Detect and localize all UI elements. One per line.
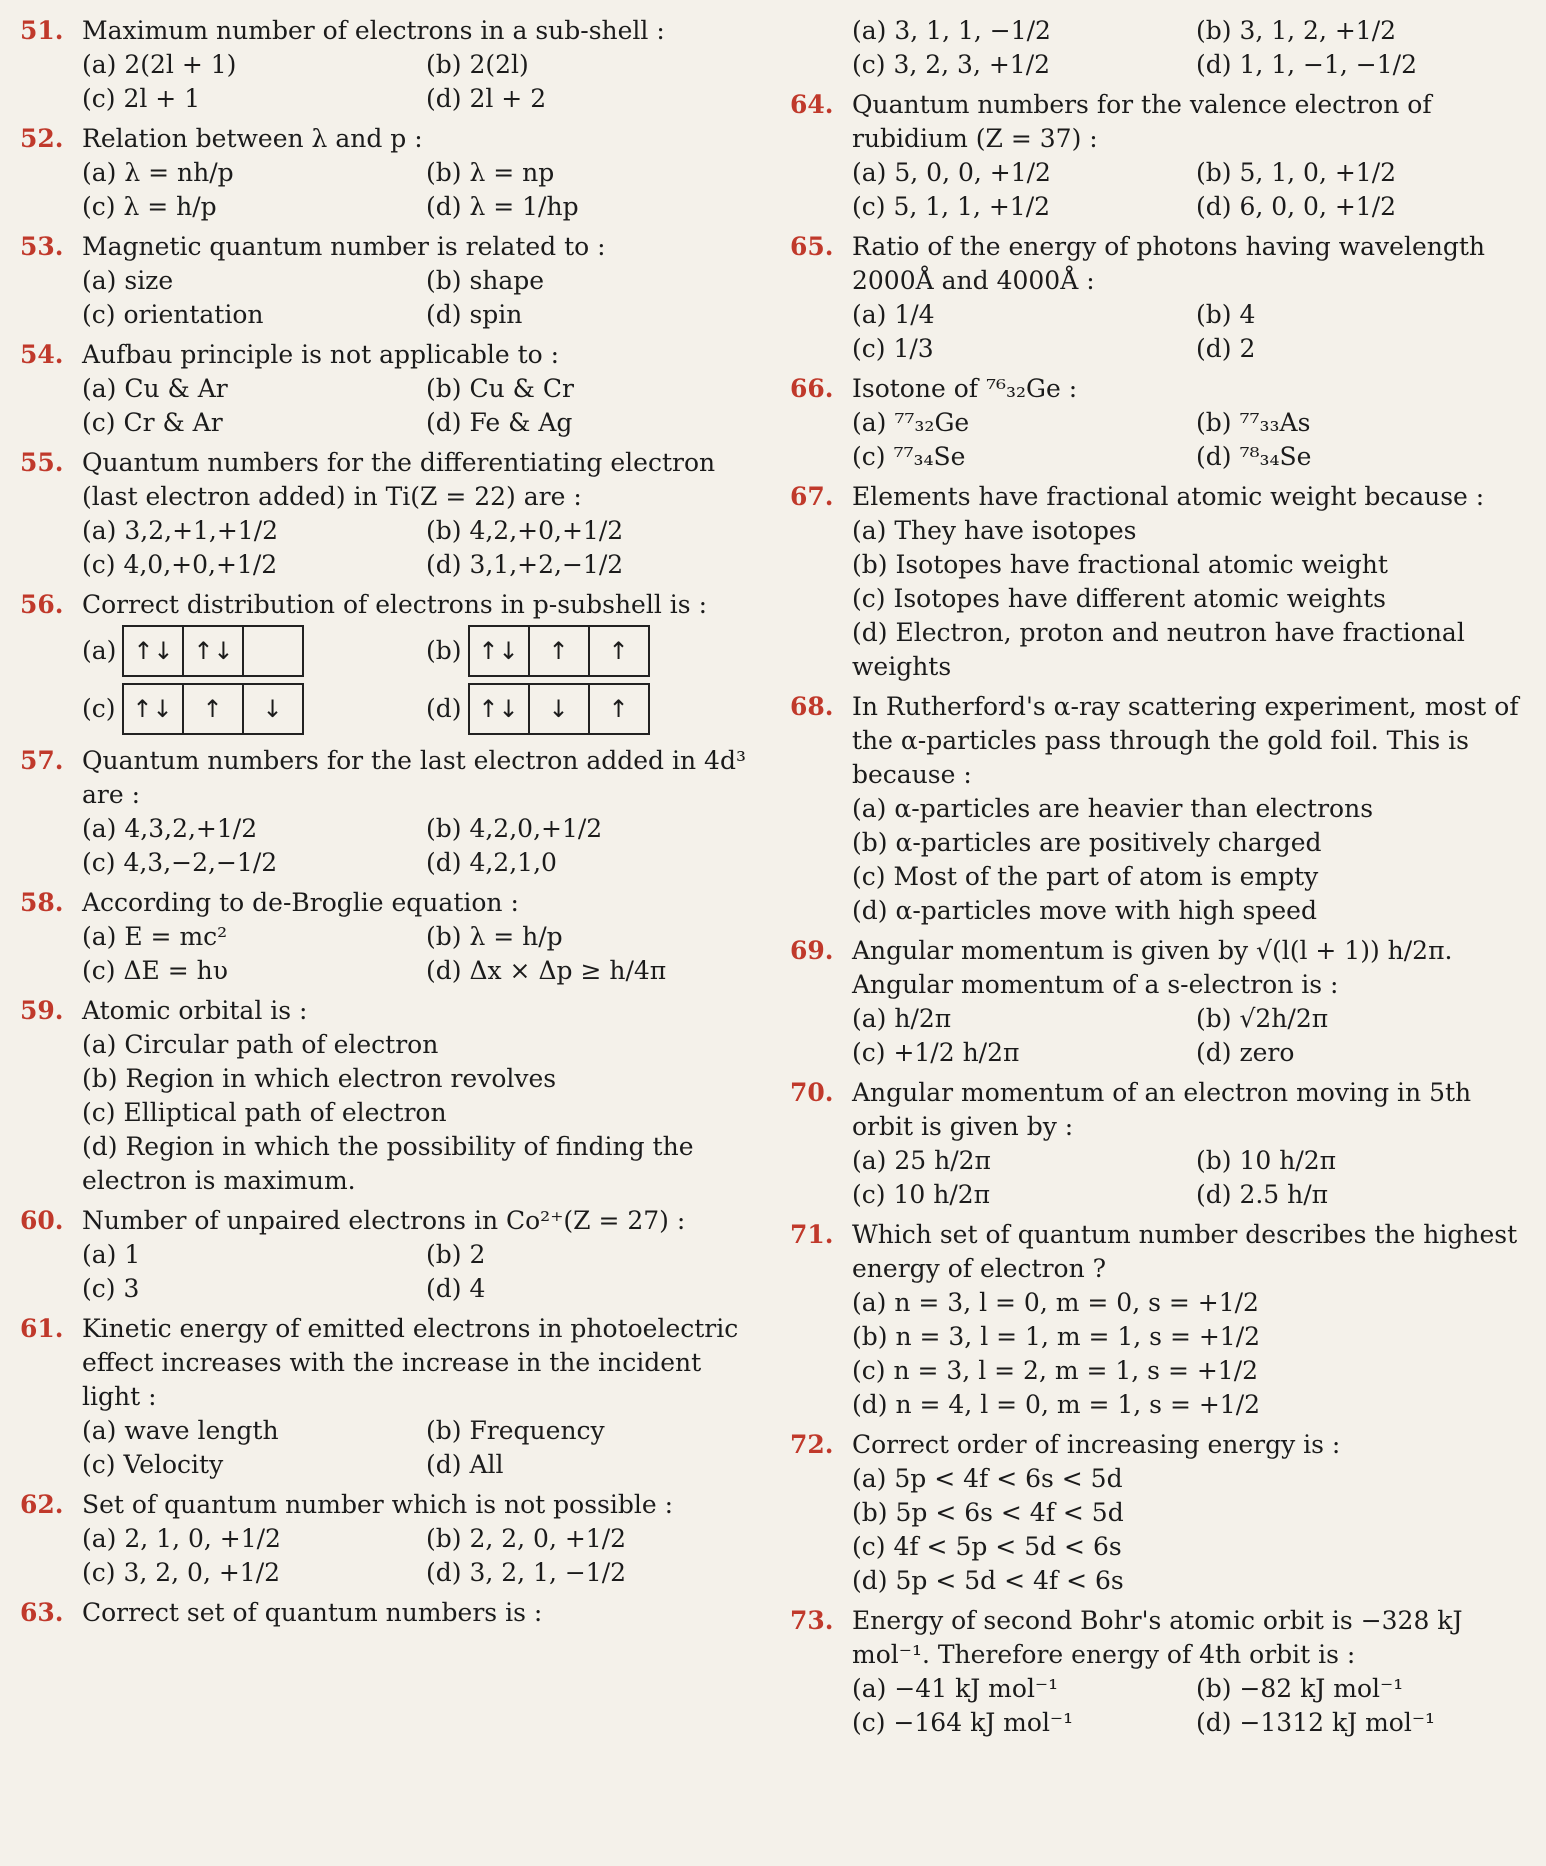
question-text: Ratio of the energy of photons having wavelength 2000Å and 4000Å : <box>852 232 1486 295</box>
orbital-box: ↑ <box>182 683 244 735</box>
options-list <box>82 514 760 582</box>
options-list <box>852 792 1530 928</box>
option[interactable]: (b) √2h/2π <box>1196 1004 1329 1033</box>
options-list <box>852 1144 1530 1212</box>
options-list <box>852 14 1530 82</box>
option[interactable]: (c) 3, 2, 0, +1/2 <box>82 1558 281 1587</box>
option[interactable]: (a) 25 h/2π <box>852 1146 991 1175</box>
question-number: 62. <box>20 1490 64 1519</box>
option[interactable]: (a) 5p < 4f < 6s < 5d <box>852 1464 1123 1493</box>
option[interactable]: (a) E = mc² <box>82 922 228 951</box>
question-number: 64. <box>790 90 834 119</box>
question-number: 56. <box>20 590 64 619</box>
question-item <box>20 338 760 440</box>
option[interactable]: (c) 2l + 1 <box>82 84 201 113</box>
question-text: Aufbau principle is not applicable to : <box>82 340 560 369</box>
options-list <box>82 264 760 332</box>
option[interactable]: (a) 2, 1, 0, +1/2 <box>82 1524 281 1553</box>
question-item <box>20 1488 760 1590</box>
option[interactable]: (d) ⁷⁸₃₄Se <box>1196 442 1312 471</box>
left-column <box>20 14 760 1636</box>
question-number: 65. <box>790 232 834 261</box>
option[interactable]: (b) Region in which electron revolves <box>82 1064 557 1093</box>
option[interactable]: (a) ⁷⁷₃₂Ge <box>852 408 970 437</box>
option[interactable]: (d) n = 4, l = 0, m = 1, s = +1/2 <box>852 1390 1261 1419</box>
option[interactable]: (b) 2 <box>426 1240 486 1269</box>
options-list <box>82 1028 760 1198</box>
option[interactable]: (a) 5, 0, 0, +1/2 <box>852 158 1051 187</box>
option[interactable]: (d) Electron, proton and neutron have fractional weights <box>852 618 1465 681</box>
question-number: 71. <box>790 1220 834 1249</box>
options-list <box>852 1672 1530 1740</box>
options-list <box>852 1002 1530 1070</box>
option[interactable]: (c) 3 <box>82 1274 140 1303</box>
option[interactable]: (a) 4,3,2,+1/2 <box>82 814 258 843</box>
question-text: Isotone of ⁷⁶₃₂Ge : <box>852 374 1078 403</box>
question-item <box>790 934 1530 1070</box>
option[interactable]: (b) 2(2l) <box>426 50 529 79</box>
option[interactable]: (d) Region in which the possibility of finding the electron is maximum. <box>82 1132 694 1195</box>
question-item <box>20 230 760 332</box>
options-list <box>82 920 760 988</box>
question-text: Quantum numbers for the last electron added in 4d³ are : <box>82 746 746 809</box>
option[interactable]: (a) Cu & Ar <box>82 374 228 403</box>
option[interactable]: (b) α-particles are positively charged <box>852 828 1322 857</box>
question-item <box>790 14 1530 82</box>
question-item <box>790 230 1530 366</box>
option[interactable] <box>82 622 416 680</box>
question-text: Atomic orbital is : <box>82 996 308 1025</box>
option[interactable]: (c) Isotopes have different atomic weights <box>852 584 1386 613</box>
option[interactable] <box>426 622 760 680</box>
option[interactable]: (d) 5p < 5d < 4f < 6s <box>852 1566 1124 1595</box>
option[interactable]: (c) −164 kJ mol⁻¹ <box>852 1708 1074 1737</box>
question-item <box>790 1428 1530 1598</box>
option[interactable]: (a) They have isotopes <box>852 516 1137 545</box>
question-text: Set of quantum number which is not possible : <box>82 1490 674 1519</box>
option-label: (c) <box>82 694 116 723</box>
orbital-box: ↑ <box>528 625 590 677</box>
option[interactable]: (c) 4,0,+0,+1/2 <box>82 550 278 579</box>
question-number: 51. <box>20 16 64 45</box>
question-text: Correct order of increasing energy is : <box>852 1430 1341 1459</box>
option[interactable]: (b) 4 <box>1196 300 1256 329</box>
orbital-boxes <box>470 683 650 735</box>
question-number: 63. <box>20 1598 64 1627</box>
option[interactable]: (b) λ = np <box>426 158 555 187</box>
option[interactable]: (c) ⁷⁷₃₄Se <box>852 442 966 471</box>
option[interactable]: (b) 10 h/2π <box>1196 1146 1337 1175</box>
option[interactable]: (b) Isotopes have fractional atomic weight <box>852 550 1388 579</box>
question-number: 55. <box>20 448 64 477</box>
option[interactable]: (b) 2, 2, 0, +1/2 <box>426 1524 627 1553</box>
option[interactable]: (a) size <box>82 266 174 295</box>
option[interactable]: (d) 1, 1, −1, −1/2 <box>1196 50 1417 79</box>
options-list <box>852 1462 1530 1598</box>
orbital-boxes <box>470 625 650 677</box>
option[interactable]: (a) λ = nh/p <box>82 158 234 187</box>
question-item <box>20 1204 760 1306</box>
question-text: Magnetic quantum number is related to : <box>82 232 606 261</box>
question-number: 52. <box>20 124 64 153</box>
orbital-box: ↑ <box>588 625 650 677</box>
options-list <box>82 622 760 738</box>
option[interactable]: (a) 3,2,+1,+1/2 <box>82 516 279 545</box>
question-text: Correct distribution of electrons in p-subshell is : <box>82 590 707 619</box>
option[interactable]: (a) h/2π <box>852 1004 952 1033</box>
option[interactable]: (d) Δx × Δp ≥ h/4π <box>426 956 667 985</box>
option[interactable]: (c) Elliptical path of electron <box>82 1098 447 1127</box>
question-text: Relation between λ and p : <box>82 124 423 153</box>
question-item <box>790 480 1530 684</box>
question-text: Number of unpaired electrons in Co²⁺(Z = 27) : <box>82 1206 686 1235</box>
options-list <box>82 1238 760 1306</box>
orbital-boxes <box>124 683 304 735</box>
option-label: (a) <box>82 636 117 665</box>
orbital-box <box>242 625 304 677</box>
question-item <box>790 1604 1530 1740</box>
option[interactable]: (b) 5, 1, 0, +1/2 <box>1196 158 1397 187</box>
question-text: Angular momentum of an electron moving in 5th orbit is given by : <box>852 1078 1472 1141</box>
options-list <box>852 1286 1530 1422</box>
option[interactable]: (c) +1/2 h/2π <box>852 1038 1020 1067</box>
option[interactable]: (c) 1/3 <box>852 334 934 363</box>
option[interactable]: (b) λ = h/p <box>426 922 563 951</box>
options-list <box>82 812 760 880</box>
option[interactable]: (c) 10 h/2π <box>852 1180 991 1209</box>
option[interactable]: (c) Cr & Ar <box>82 408 223 437</box>
option[interactable]: (a) 1 <box>82 1240 141 1269</box>
option[interactable]: (c) 3, 2, 3, +1/2 <box>852 50 1051 79</box>
right-column <box>790 14 1530 1746</box>
option[interactable]: (c) λ = h/p <box>82 192 217 221</box>
option[interactable]: (a) n = 3, l = 0, m = 0, s = +1/2 <box>852 1288 1259 1317</box>
option[interactable]: (a) wave length <box>82 1416 279 1445</box>
orbital-box: ↑↓ <box>122 625 184 677</box>
option[interactable]: (d) −1312 kJ mol⁻¹ <box>1196 1708 1436 1737</box>
options-list <box>82 1414 760 1482</box>
question-text: Kinetic energy of emitted electrons in photoelectric effect increases with the increase in the incident light : <box>82 1314 739 1411</box>
option[interactable]: (b) 4,2,+0,+1/2 <box>426 516 624 545</box>
option[interactable]: (a) 2(2l + 1) <box>82 50 237 79</box>
question-number: 72. <box>790 1430 834 1459</box>
option-label: (b) <box>426 636 462 665</box>
option[interactable]: (d) 4,2,1,0 <box>426 848 557 877</box>
option[interactable]: (b) 3, 1, 2, +1/2 <box>1196 16 1397 45</box>
question-number: 59. <box>20 996 64 1025</box>
question-number: 66. <box>790 374 834 403</box>
question-item <box>20 1312 760 1482</box>
question-item <box>790 372 1530 474</box>
option[interactable]: (c) 4f < 5p < 5d < 6s <box>852 1532 1122 1561</box>
option[interactable]: (d) 2 <box>1196 334 1256 363</box>
question-number <box>790 14 852 82</box>
question-number: 69. <box>790 936 834 965</box>
question-item <box>20 14 760 116</box>
option[interactable]: (d) 2.5 h/π <box>1196 1180 1329 1209</box>
option[interactable]: (a) α-particles are heavier than electrons <box>852 794 1374 823</box>
question-item <box>20 744 760 880</box>
options-list <box>82 156 760 224</box>
option[interactable]: (b) n = 3, l = 1, m = 1, s = +1/2 <box>852 1322 1261 1351</box>
options-list <box>852 514 1530 684</box>
option[interactable]: (c) orientation <box>82 300 264 329</box>
option[interactable]: (d) 3, 2, 1, −1/2 <box>426 1558 627 1587</box>
question-text: Angular momentum is given by √(l(l + 1)) h/2π. Angular momentum of a s-electron is : <box>852 936 1453 999</box>
options-list <box>852 298 1530 366</box>
option[interactable]: (d) α-particles move with high speed <box>852 896 1317 925</box>
orbital-box: ↑↓ <box>468 683 530 735</box>
question-number: 60. <box>20 1206 64 1235</box>
question-number: 57. <box>20 746 64 775</box>
orbital-box: ↑ <box>588 683 650 735</box>
option[interactable]: (c) 4,3,−2,−1/2 <box>82 848 278 877</box>
question-number: 68. <box>790 692 834 721</box>
question-text: Quantum numbers for the valence electron of rubidium (Z = 37) : <box>852 90 1432 153</box>
option[interactable]: (d) 4 <box>426 1274 486 1303</box>
option[interactable]: (b) Frequency <box>426 1416 605 1445</box>
option[interactable]: (a) 1/4 <box>852 300 935 329</box>
options-list <box>82 372 760 440</box>
question-text: Which set of quantum number describes the highest energy of electron ? <box>852 1220 1518 1283</box>
question-item <box>20 886 760 988</box>
options-list <box>82 48 760 116</box>
question-number: 54. <box>20 340 64 369</box>
option[interactable]: (d) 2l + 2 <box>426 84 547 113</box>
option[interactable]: (b) shape <box>426 266 545 295</box>
orbital-box: ↓ <box>528 683 590 735</box>
question-item <box>20 994 760 1198</box>
question-number: 73. <box>790 1606 834 1635</box>
orbital-box: ↑↓ <box>468 625 530 677</box>
option[interactable] <box>82 680 416 738</box>
question-number: 53. <box>20 232 64 261</box>
question-item <box>20 446 760 582</box>
question-number: 67. <box>790 482 834 511</box>
option[interactable]: (c) n = 3, l = 2, m = 1, s = +1/2 <box>852 1356 1259 1385</box>
question-item <box>790 1076 1530 1212</box>
option[interactable]: (d) spin <box>426 300 523 329</box>
option[interactable]: (c) Velocity <box>82 1450 224 1479</box>
option[interactable]: (b) −82 kJ mol⁻¹ <box>1196 1674 1404 1703</box>
question-item <box>20 588 760 738</box>
option[interactable]: (b) Cu & Cr <box>426 374 574 403</box>
option[interactable]: (d) 3,1,+2,−1/2 <box>426 550 624 579</box>
question-number: 61. <box>20 1314 64 1343</box>
option[interactable]: (d) λ = 1/hp <box>426 192 579 221</box>
orbital-boxes <box>124 625 304 677</box>
option[interactable]: (d) 6, 0, 0, +1/2 <box>1196 192 1397 221</box>
question-item <box>790 1218 1530 1422</box>
option[interactable]: (a) 3, 1, 1, −1/2 <box>852 16 1051 45</box>
option[interactable]: (c) ΔE = hυ <box>82 956 228 985</box>
question-text: According to de-Broglie equation : <box>82 888 519 917</box>
option[interactable]: (a) −41 kJ mol⁻¹ <box>852 1674 1059 1703</box>
option-label: (d) <box>426 694 462 723</box>
question-item <box>20 1596 760 1630</box>
option[interactable]: (d) zero <box>1196 1038 1295 1067</box>
question-item <box>20 122 760 224</box>
question-item <box>790 88 1530 224</box>
option[interactable]: (b) 5p < 6s < 4f < 5d <box>852 1498 1124 1527</box>
option[interactable]: (d) Fe & Ag <box>426 408 573 437</box>
options-list <box>852 406 1530 474</box>
orbital-box: ↑↓ <box>122 683 184 735</box>
question-text: Correct set of quantum numbers is : <box>82 1598 543 1627</box>
question-item <box>790 690 1530 928</box>
question-text: In Rutherford's α-ray scattering experiment, most of the α-particles pass through the gold foil. This is because : <box>852 692 1519 789</box>
orbital-box: ↑↓ <box>182 625 244 677</box>
option[interactable]: (a) Circular path of electron <box>82 1030 439 1059</box>
question-number: 70. <box>790 1078 834 1107</box>
question-text: Energy of second Bohr's atomic orbit is −328 kJ mol⁻¹. Therefore energy of 4th orbit is : <box>852 1606 1463 1669</box>
question-text: Elements have fractional atomic weight because : <box>852 482 1485 511</box>
options-list <box>852 156 1530 224</box>
options-list <box>82 1522 760 1590</box>
option[interactable]: (c) Most of the part of atom is empty <box>852 862 1319 891</box>
question-text: Quantum numbers for the differentiating electron (last electron added) in Ti(Z = 22) are : <box>82 448 716 511</box>
option[interactable]: (c) 5, 1, 1, +1/2 <box>852 192 1051 221</box>
option[interactable] <box>426 680 760 738</box>
option[interactable]: (b) ⁷⁷₃₃As <box>1196 408 1311 437</box>
option[interactable]: (b) 4,2,0,+1/2 <box>426 814 603 843</box>
orbital-box: ↓ <box>242 683 304 735</box>
option[interactable]: (d) All <box>426 1450 504 1479</box>
question-text: Maximum number of electrons in a sub-shell : <box>82 16 665 45</box>
question-number: 58. <box>20 888 64 917</box>
